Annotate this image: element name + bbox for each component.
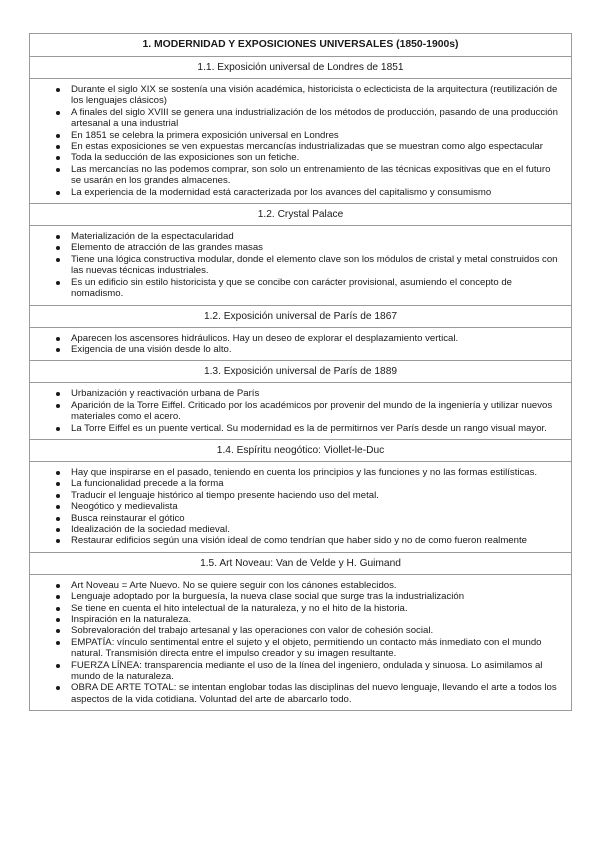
- bullet-list: [30, 84, 563, 198]
- list-item: A finales del siglo XVIII se genera una industrialización de los métodos de producción, pasando de una producción artesanal a una industrial: [30, 107, 563, 130]
- list-item: Lenguaje adoptado por la burguesía, la nueva clase social que surge tras la industrialización: [30, 591, 563, 602]
- bullet-list: [30, 388, 563, 434]
- section-body-londres-1851: [30, 79, 571, 204]
- section-body-paris-1889: [30, 383, 571, 440]
- section-body-neogotico: [30, 462, 571, 553]
- list-item: FUERZA LÍNEA: transparencia mediante el uso de la línea del ingeniero, ondulada y sinuosa. Lo asimilamos al mundo de la naturaleza.: [30, 660, 563, 683]
- section-heading-crystal-palace: 1.2. Crystal Palace: [30, 204, 571, 226]
- section-heading-art-noveau: 1.5. Art Noveau: Van de Velde y H. Guimand: [30, 553, 571, 575]
- list-item: Urbanización y reactivación urbana de París: [30, 388, 563, 399]
- list-item: En estas exposiciones se ven expuestas mercancías industrializadas que se muestran como algo espectacular: [30, 141, 563, 152]
- bullet-list: [30, 580, 563, 705]
- section-heading-neogotico: 1.4. Espíritu neogótico: Viollet-le-Duc: [30, 440, 571, 462]
- list-item: Toda la seducción de las exposiciones son un fetiche.: [30, 152, 563, 163]
- list-item: Hay que inspirarse en el pasado, teniendo en cuenta los principios y las funciones y no las formas estilísticas.: [30, 467, 563, 478]
- section-heading-paris-1889: 1.3. Exposición universal de París de 1889: [30, 361, 571, 383]
- section-body-paris-1867: [30, 328, 571, 362]
- list-item: Aparecen los ascensores hidráulicos. Hay un deseo de explorar el desplazamiento vertical.: [30, 333, 563, 344]
- bullet-list: [30, 467, 563, 547]
- list-item: Restaurar edificios según una visión ideal de como tendrían que haber sido y no de como fueron realmente: [30, 535, 563, 546]
- list-item: Es un edificio sin estilo historicista y que se concibe con carácter provisional, asumiendo el concepto de nomadismo.: [30, 277, 563, 300]
- list-item: La experiencia de la modernidad está caracterizada por los avances del capitalismo y consumismo: [30, 187, 563, 198]
- list-item: Durante el siglo XIX se sostenía una visión académica, historicista o eclecticista de la arquitectura (reutilización de los lenguajes clásicos): [30, 84, 563, 107]
- list-item: Tiene una lógica constructiva modular, donde el elemento clave son los módulos de cristal y metal construidos con las nuevas técnicas industriales.: [30, 254, 563, 277]
- list-item: Se tiene en cuenta el hito intelectual de la naturaleza, y no el hito de la historia.: [30, 603, 563, 614]
- bullet-list: [30, 231, 563, 299]
- list-item: Inspiración en la naturaleza.: [30, 614, 563, 625]
- list-item: Elemento de atracción de las grandes masas: [30, 242, 563, 253]
- list-item: Idealización de la sociedad medieval.: [30, 524, 563, 535]
- section-heading-paris-1867: 1.2. Exposición universal de París de 1867: [30, 306, 571, 328]
- section-heading-londres-1851: 1.1. Exposición universal de Londres de 1851: [30, 57, 571, 79]
- list-item: Busca reinstaurar el gótico: [30, 513, 563, 524]
- list-item: Las mercancías no las podemos comprar, son solo un entrenamiento de las técnicas expositivas que en el futuro se usarán en los grandes almacenes.: [30, 164, 563, 187]
- list-item: La funcionalidad precede a la forma: [30, 478, 563, 489]
- list-item: Art Noveau = Arte Nuevo. No se quiere seguir con los cánones establecidos.: [30, 580, 563, 591]
- section-body-art-noveau: [30, 575, 571, 710]
- document-title: 1. MODERNIDAD Y EXPOSICIONES UNIVERSALES (1850-1900s): [30, 34, 571, 57]
- document-table: [29, 33, 572, 711]
- list-item: EMPATÍA: vínculo sentimental entre el sujeto y el objeto, permitiendo un contacto más inmediato con el mundo natural. Transmisión directa entre el impulso creador y su imagen resultante.: [30, 637, 563, 660]
- list-item: Exigencia de una visión desde lo alto.: [30, 344, 563, 355]
- bullet-list: [30, 333, 563, 356]
- section-body-crystal-palace: [30, 226, 571, 305]
- list-item: Traducir el lenguaje histórico al tiempo presente haciendo uso del metal.: [30, 490, 563, 501]
- list-item: En 1851 se celebra la primera exposición universal en Londres: [30, 130, 563, 141]
- list-item: La Torre Eiffel es un puente vertical. Su modernidad es la de permitirnos ver París desde un rango visual mayor.: [30, 423, 563, 434]
- list-item: Sobrevaloración del trabajo artesanal y las operaciones con valor de cohesión social.: [30, 625, 563, 636]
- list-item: Materialización de la espectacularidad: [30, 231, 563, 242]
- list-item: OBRA DE ARTE TOTAL: se intentan englobar todas las disciplinas del nuevo lenguaje, llevando el arte a todos los aspectos de la vida cotidiana. Voluntad del arte de abarcarlo todo.: [30, 682, 563, 705]
- list-item: Aparición de la Torre Eiffel. Criticado por los académicos por provenir del mundo de la ingeniería y utilizar nuevos materiales como el acero.: [30, 400, 563, 423]
- list-item: Neogótico y medievalista: [30, 501, 563, 512]
